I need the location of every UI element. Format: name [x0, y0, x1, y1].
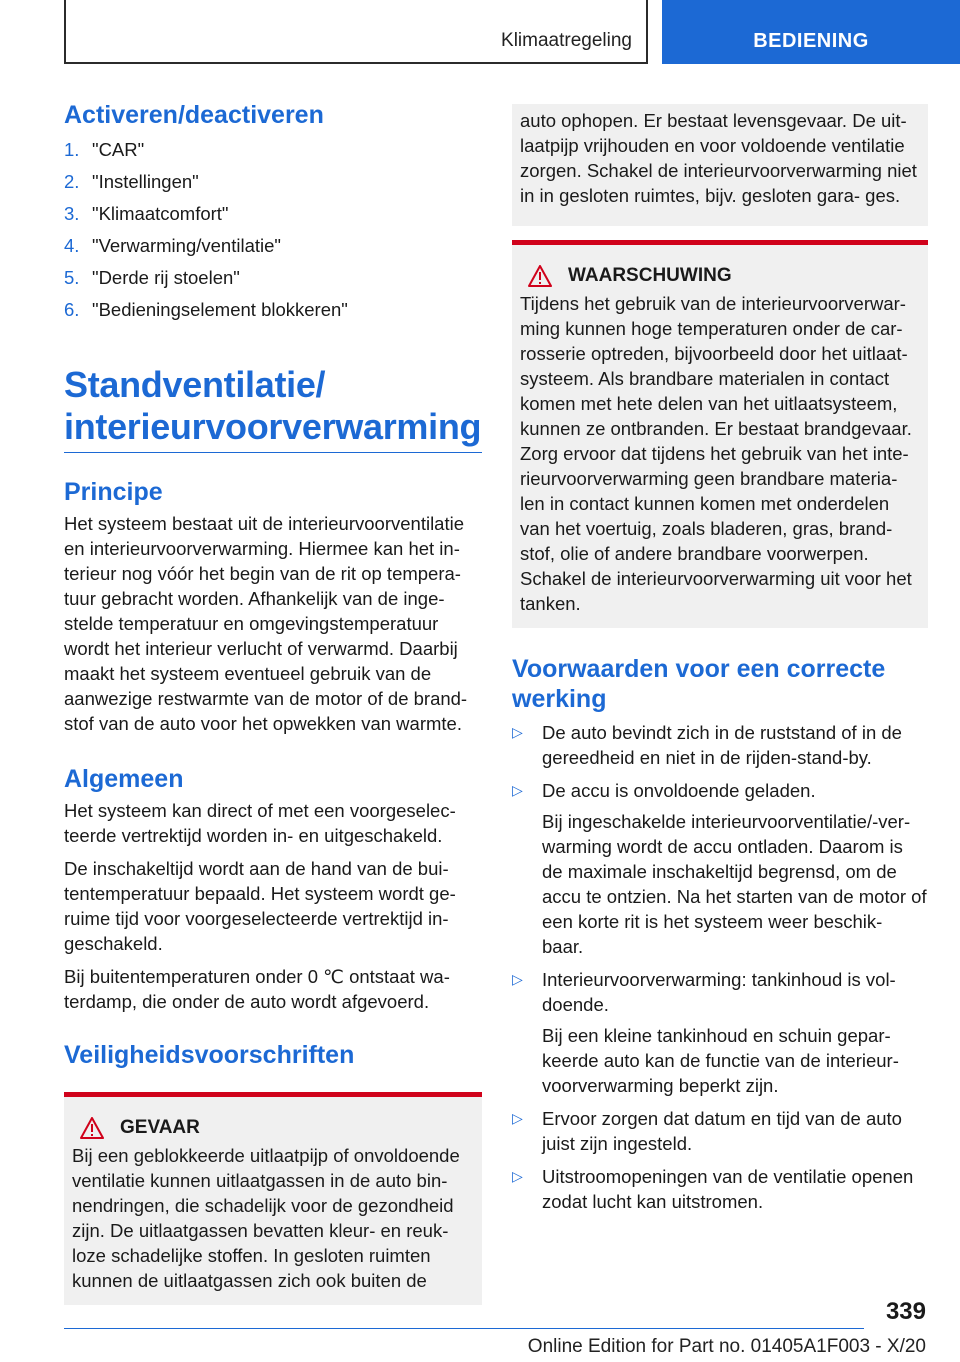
- danger-heading: [80, 1117, 474, 1139]
- page-number: 339: [885, 1298, 926, 1325]
- main-title-line1: Standventilatie/: [64, 364, 326, 405]
- step-number: 6.: [64, 299, 80, 320]
- triangle-bullet-icon: ▷: [512, 1168, 523, 1184]
- warning-triangle-icon: [80, 1117, 104, 1139]
- step-number: 1.: [64, 139, 80, 160]
- general-text-1: Het systeem kan direct of met een voorgeselec- teerde vertrektijd worden in- en uitgeschakeld.: [64, 800, 456, 846]
- step-number: 3.: [64, 203, 80, 224]
- triangle-bullet-icon: ▷: [512, 971, 523, 987]
- header-section-label: Klimaatregeling: [501, 30, 632, 51]
- main-title-line2: interieurvoorverwarming: [64, 406, 482, 447]
- general-text-3: Bij buitentemperaturen onder 0 ℃ ontstaat wa- terdamp, die onder de auto wordt afgevoerd.: [64, 966, 450, 1012]
- danger-text-continued: auto ophopen. Er bestaat levensgevaar. De uit- laatpijp vrijhouden en voor voldoende ventilatie zorgen. Schakel de interieurvoorverwarming niet in in gesloten ruimtes, bijv. gesloten gara- ges.: [520, 110, 917, 206]
- danger-text: Bij een geblokkeerde uitlaatpijp of onvoldoende ventilatie kunnen uitlaatgassen in de auto bin- nendringen, die schadelijk voor de gezondheid zijn. De uitlaatgassen bevatten kleur- en reuk- loze schadelijke stoffen. In gesloten ruimten kunnen de uitlaatgassen zich ook buiten de: [72, 1145, 460, 1291]
- warning-label: WAARSCHUWING: [568, 265, 732, 286]
- conditions-list: [512, 720, 928, 1214]
- warning-heading: [528, 265, 920, 287]
- activate-title: Activeren/deactiveren: [64, 101, 324, 129]
- steps-list: [64, 134, 482, 326]
- triangle-bullet-icon: ▷: [512, 1110, 523, 1126]
- header-chapter-label: BEDIENING: [753, 30, 869, 52]
- step-item: [64, 166, 482, 198]
- triangle-bullet-icon: ▷: [512, 724, 523, 740]
- condition-subtext: Bij ingeschakelde interieurvoorventilatie/-ver- warming wordt de accu ontladen. Daarom is de maximale inschakeltijd begrensd, om de accu te ontzien. Na het starten van de motor of een korte rit is het systeem weer beschik- baar.: [542, 811, 927, 957]
- title-rule: [64, 452, 482, 453]
- step-item: [64, 198, 482, 230]
- step-item: [64, 262, 482, 294]
- step-text: "Verwarming/ventilatie": [92, 235, 281, 256]
- condition-text: Ervoor zorgen dat datum en tijd van de auto juist zijn ingesteld.: [542, 1108, 902, 1154]
- condition-text: Uitstroomopeningen van de ventilatie openen zodat lucht kan uitstromen.: [542, 1166, 914, 1212]
- step-text: "Klimaatcomfort": [92, 203, 229, 224]
- step-number: 5.: [64, 267, 80, 288]
- left-column: [64, 100, 482, 1305]
- condition-text: De accu is onvoldoende geladen.: [542, 780, 816, 801]
- right-column: [512, 104, 928, 1222]
- step-text: "Instellingen": [92, 171, 199, 192]
- safety-title: Veiligheidsvoorschriften: [64, 1041, 355, 1069]
- warning-triangle-icon: [528, 265, 552, 287]
- step-item: [64, 230, 482, 262]
- main-title-block: [64, 364, 482, 453]
- footer-text: Online Edition for Part no. 01405A1F003 - X/20: [527, 1336, 926, 1357]
- condition-item: [512, 1164, 928, 1214]
- triangle-bullet-icon: ▷: [512, 782, 523, 798]
- condition-item: [512, 1106, 928, 1156]
- condition-text: De auto bevindt zich in de ruststand of in de gereedheid en niet in de rijden-stand-by.: [542, 722, 902, 768]
- danger-box-continued: [512, 104, 928, 226]
- step-number: 4.: [64, 235, 80, 256]
- conditions-title: Voorwaarden voor een correcte werking: [512, 655, 886, 713]
- step-text: "Derde rij stoelen": [92, 267, 240, 288]
- condition-item: [512, 778, 928, 959]
- general-text-2: De inschakeltijd wordt aan de hand van de bui- tentemperatuur bepaald. Het systeem wordt ge- ruime tijd voor voorgeselecteerde vertrektijd in- geschakeld.: [64, 858, 456, 954]
- header-section-box: [64, 0, 648, 64]
- condition-item: [512, 967, 928, 1098]
- condition-text: Interieurvoorverwarming: tankinhoud is vol- doende.: [542, 969, 896, 1015]
- danger-label: GEVAAR: [120, 1117, 200, 1138]
- step-text: "CAR": [92, 139, 145, 160]
- step-item: [64, 294, 482, 326]
- warning-box: [512, 240, 928, 628]
- step-item: [64, 134, 482, 166]
- warning-text: Tijdens het gebruik van de interieurvoorverwar- ming kunnen hoge temperaturen onder de car- rosserie optreden, bijvoorbeeld door het uitlaat- systeem. Als brandbare materialen in contact komen met hete delen van het uitlaatsysteem, kunnen ze ontbranden. Er bestaat brandgevaar. Zorg ervoor dat tijdens het gebruik van het inte- rieurvoorverwarming geen brandbare materia- len in contact kunnen komen met onderdelen van het voertuig, zoals bladeren, gras, brand- stof, olie of andere brandbare voorwerpen. Schakel de interieurvoorverwarming uit voor het tanken.: [520, 293, 912, 614]
- principle-title: Principe: [64, 478, 163, 506]
- danger-box: [64, 1092, 482, 1305]
- step-text: "Bedieningselement blokkeren": [92, 299, 348, 320]
- principle-text: Het systeem bestaat uit de interieurvoorventilatie en interieurvoorverwarming. Hiermee kan het in- terieur nog vóór het begin van de rit op tempera- tuur gebracht worden. Afhankelijk van de inge- stelde temperatuur en omgevingstemperatuur wordt het interieur verlucht of verwarmd. Daarbij maakt het systeem eventueel gebruik van de aanwezige restwarmte van de motor of de brand- stof van de auto voor het opwekken van warmte.: [64, 513, 468, 734]
- header-chapter-tab: [662, 0, 960, 64]
- general-title: Algemeen: [64, 765, 184, 793]
- step-number: 2.: [64, 171, 80, 192]
- condition-subtext: Bij een kleine tankinhoud en schuin gepar- keerde auto kan de functie van de interieur- voorverwarming beperkt zijn.: [542, 1025, 899, 1096]
- footer-rule: [64, 1328, 864, 1329]
- condition-item: [512, 720, 928, 770]
